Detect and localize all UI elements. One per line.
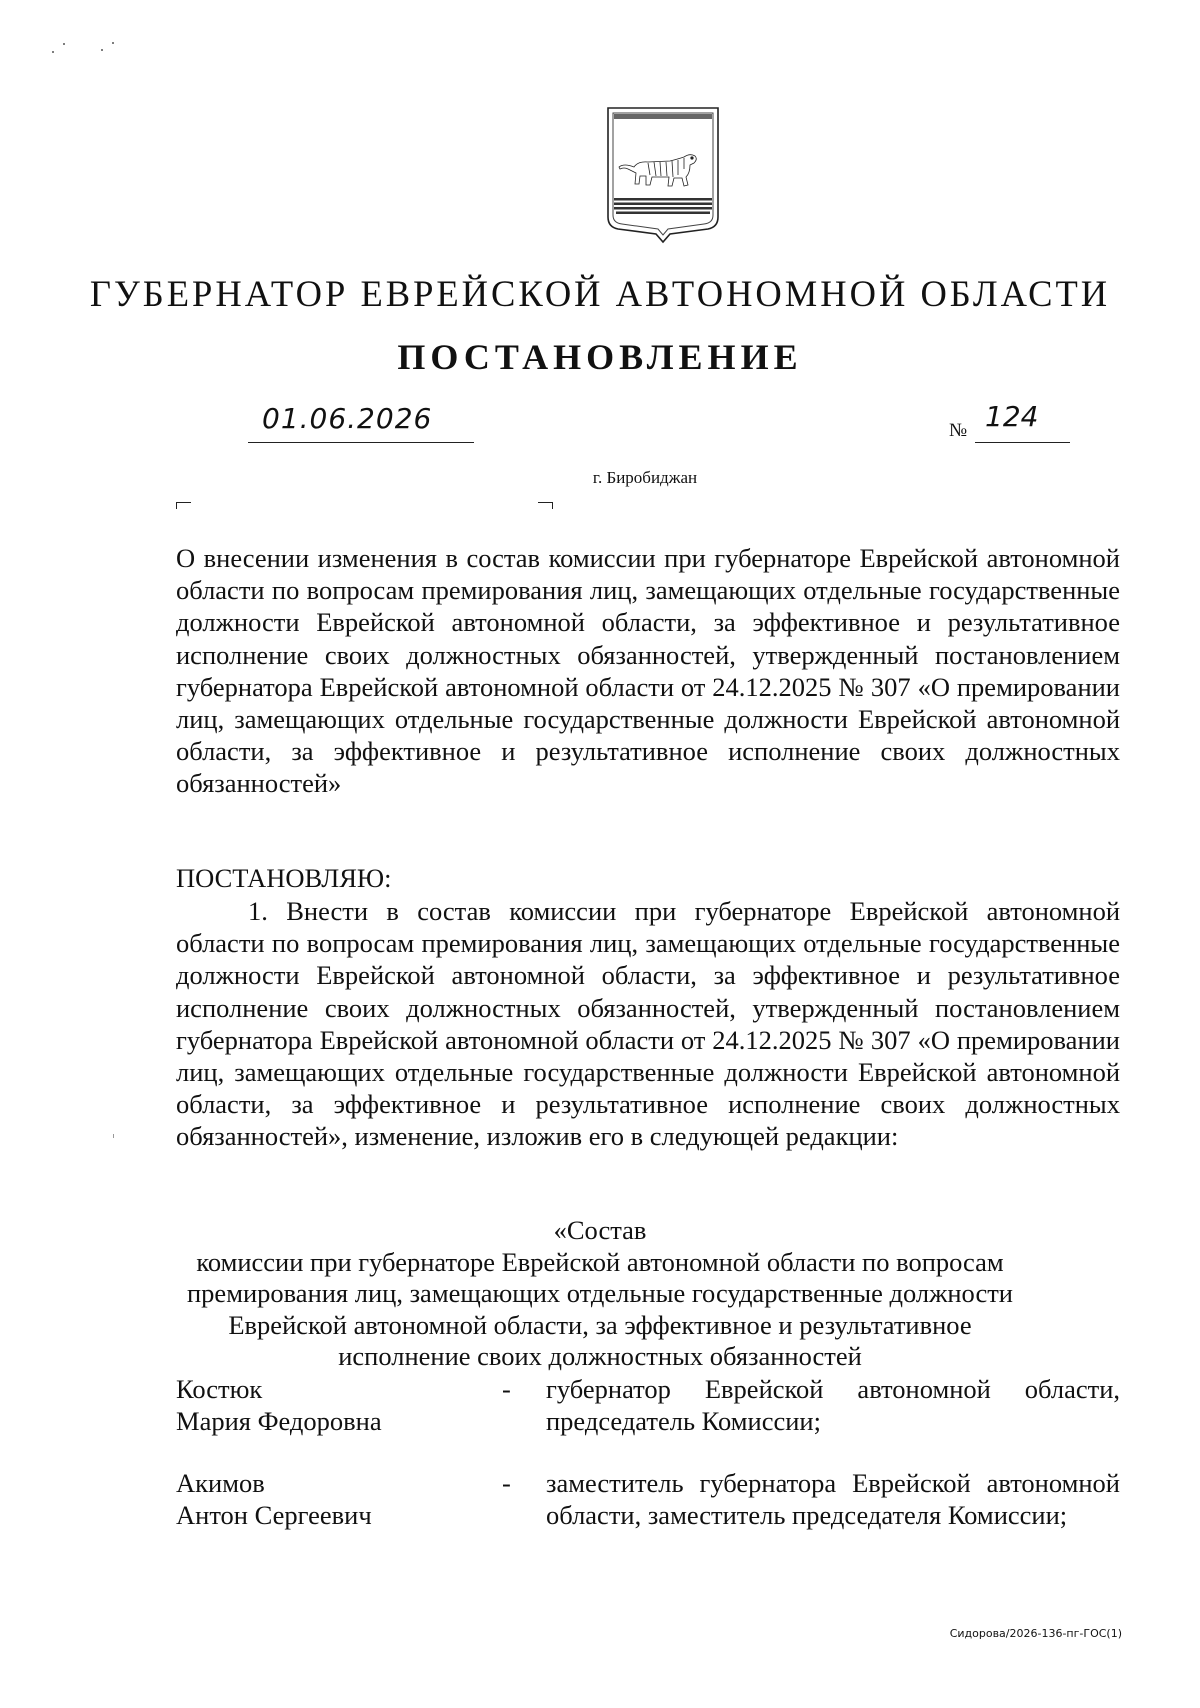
composition-heading — [0, 1215, 1200, 1373]
member-dash: - — [502, 1468, 511, 1498]
member-name — [176, 1467, 476, 1531]
resolve-heading: ПОСТАНОВЛЯЮ: — [176, 863, 392, 893]
composition-line: исполнение своих должностных обязанностей — [338, 1341, 862, 1371]
document-date: 01.06.2026 — [262, 402, 433, 435]
coat-of-arms-tiger-icon — [604, 105, 722, 245]
composition-line: премирования лиц, замещающих отдельные государственные должности — [187, 1278, 1013, 1308]
number-label: № — [949, 420, 968, 441]
scan-speck — [52, 51, 54, 53]
member-given-name: Мария Федоровна — [176, 1406, 382, 1436]
city-name: г. Биробиджан — [592, 468, 698, 487]
document-type: ПОСТАНОВЛЕНИЕ — [397, 337, 803, 377]
paragraph-1: 1. Внести в состав комиссии при губернаторе Еврейской автономной области по вопросам премирования лиц, замещающих отдельные государственные должности Еврейской автономной области, за эффективное и результативное исполнение своих должностных обязанностей, утвержденный постановлением губернатора Еврейской автономной области от 24.12.2025 № 307 «О премировании лиц, замещающих отдельные государственные должности Еврейской автономной области, за эффективное и результативное исполнение своих должностных обязанностей», изменение, изложив его в следующей редакции: — [176, 896, 1120, 1152]
subject-bracket-left — [176, 502, 191, 509]
scan-speck — [112, 42, 114, 44]
member-surname: Акимов — [176, 1468, 265, 1498]
member-dash: - — [502, 1374, 511, 1404]
margin-mark — [113, 1134, 114, 1138]
member-surname: Костюк — [176, 1374, 263, 1404]
composition-line: Еврейской автономной области, за эффективное и результативное — [228, 1309, 972, 1340]
document-subject: О внесении изменения в состав комиссии при губернаторе Еврейской автономной области по вопросам премирования лиц, замещающих отдельные государственные должности Еврейской автономной области, за эффективное и результативное исполнение своих должностных обязанностей, утвержденный постановлением губернатора Еврейской автономной области от 24.12.2025 № 307 «О премировании лиц, замещающих отдельные государственные должности Еврейской автономной области, за эффективное и результативное исполнение своих должностных обязанностей» — [176, 543, 1120, 799]
composition-title: «Состав — [553, 1215, 647, 1245]
member-role: заместитель губернатора Еврейской автономной области, заместитель председателя Комиссии; — [546, 1468, 1120, 1530]
document-footer-code: Сидорова/2026-136-пг-ГОС(1) — [949, 1627, 1122, 1640]
member-row — [176, 1373, 1120, 1443]
composition-line: комиссии при губернаторе Еврейской автономной области по вопросам — [196, 1246, 1004, 1277]
member-given-name: Антон Сергеевич — [176, 1500, 372, 1530]
number-underline — [975, 442, 1070, 443]
member-row — [176, 1467, 1120, 1567]
organization-title: ГУБЕРНАТОР ЕВРЕЙСКОЙ АВТОНОМНОЙ ОБЛАСТИ — [89, 273, 1111, 314]
scan-speck — [101, 49, 103, 51]
scan-speck — [63, 43, 65, 45]
member-role: губернатор Еврейской автономной области, председатель Комиссии; — [546, 1374, 1120, 1436]
subject-bracket-right — [538, 502, 553, 509]
member-name — [176, 1373, 476, 1437]
document-number: 124 — [985, 400, 1039, 433]
date-underline — [248, 442, 474, 443]
